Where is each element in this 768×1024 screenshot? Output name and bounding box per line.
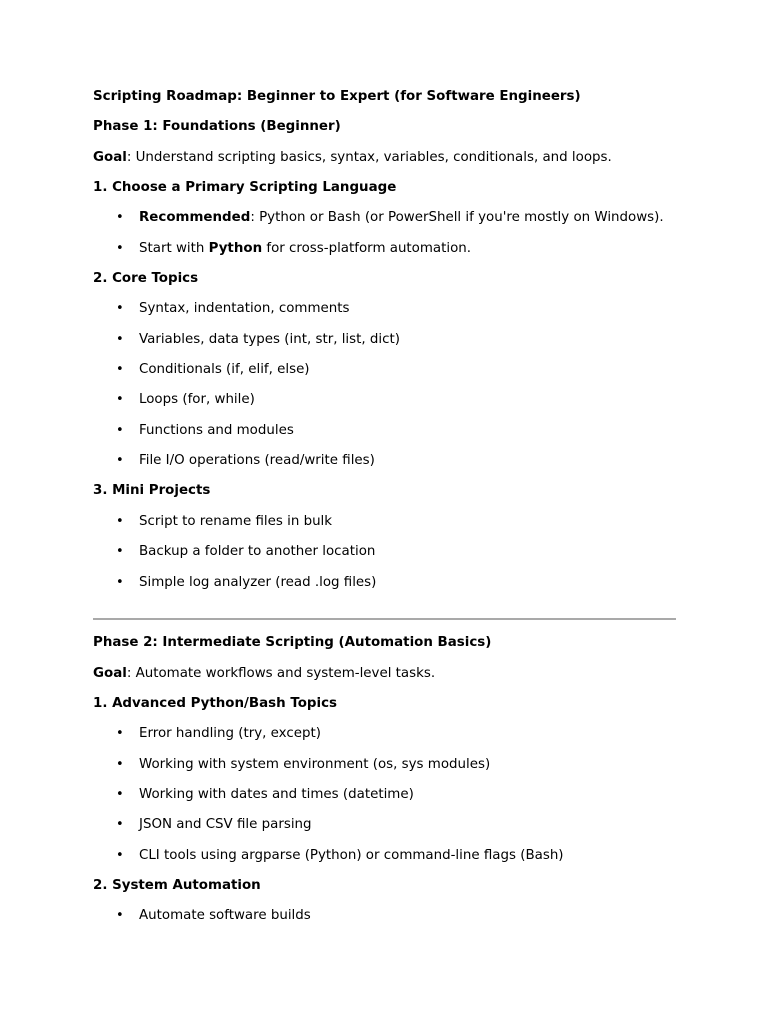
section-divider (93, 604, 676, 634)
list-item (93, 847, 676, 877)
phase1-heading: Phase 1: Foundations (Beginner) (93, 119, 341, 135)
bullet-icon: • (116, 756, 124, 772)
list-item-text: JSON and CSV file parsing (139, 817, 312, 833)
bullet-icon: • (116, 544, 124, 560)
phase1-section3-heading: 3. Mini Projects (93, 483, 211, 499)
list-item (93, 240, 676, 270)
list-item (93, 300, 676, 330)
list-item (93, 574, 676, 604)
list-item-text: Automate software builds (139, 908, 311, 924)
list-item (93, 452, 676, 482)
document-page (93, 88, 676, 938)
list-item (93, 422, 676, 452)
bullet-icon: • (116, 301, 124, 317)
start-with-pre: Start with (139, 240, 209, 256)
list-item (93, 756, 676, 786)
phase1-section1-heading: 1. Choose a Primary Scripting Language (93, 180, 397, 196)
bullet-icon: • (116, 210, 124, 226)
bullet-icon: • (116, 786, 124, 802)
bullet-icon: • (116, 908, 124, 924)
phase2-goal (93, 665, 676, 695)
bullet-icon: • (116, 817, 124, 833)
list-item-text: Error handling (try, except) (139, 726, 321, 742)
horizontal-rule (93, 618, 676, 620)
document-title: Scripting Roadmap: Beginner to Expert (for Software Engineers) (93, 89, 581, 104)
list-item (93, 543, 676, 573)
list-item (93, 786, 676, 816)
list-item-text: Working with system environment (os, sys modules) (139, 756, 491, 772)
list-item-text: Conditionals (if, elif, else) (139, 362, 310, 378)
list-item (93, 513, 676, 543)
list-item-text: Loops (for, while) (139, 392, 255, 408)
bullet-icon: • (116, 726, 124, 742)
phase1-goal-label: Goal (93, 149, 127, 165)
list-item-text: Syntax, indentation, comments (139, 301, 350, 317)
phase2-goal-text: : Automate workflows and system-level tasks. (126, 665, 436, 681)
bullet-icon: • (116, 331, 124, 347)
list-item-text: CLI tools using argparse (Python) or command-line flags (Bash) (139, 847, 564, 863)
bullet-icon: • (116, 240, 124, 256)
python-label: Python (208, 240, 263, 256)
list-item-text: Variables, data types (int, str, list, dict) (139, 331, 400, 347)
start-with-post: for cross-platform automation. (262, 240, 472, 256)
phase2-heading: Phase 2: Intermediate Scripting (Automation Basics) (93, 635, 492, 651)
phase2-goal-label: Goal (93, 665, 127, 681)
list-item (93, 725, 676, 755)
list-item (93, 391, 676, 421)
bullet-icon: • (116, 422, 124, 438)
list-item-text: Backup a folder to another location (139, 544, 376, 560)
list-item-text: Script to rename files in bulk (139, 513, 333, 529)
bullet-icon: • (116, 362, 124, 378)
phase2-section2-heading: 2. System Automation (93, 877, 261, 893)
list-item-text: Functions and modules (139, 422, 294, 438)
bullet-icon: • (116, 847, 124, 863)
list-item-text: Working with dates and times (datetime) (139, 786, 414, 802)
bullet-icon: • (116, 574, 124, 590)
list-item (93, 331, 676, 361)
list-item (93, 907, 676, 937)
phase1-goal-text: : Understand scripting basics, syntax, variables, conditionals, and loops. (126, 149, 612, 165)
bullet-icon: • (116, 392, 124, 408)
bullet-icon: • (116, 513, 124, 529)
recommended-label: Recommended (139, 210, 251, 226)
list-item (93, 209, 676, 239)
phase2-section1-heading: 1. Advanced Python/Bash Topics (93, 695, 337, 711)
recommended-text: : Python or Bash (or PowerShell if you're mostly on Windows). (250, 210, 664, 226)
list-item (93, 816, 676, 846)
phase1-goal (93, 149, 676, 179)
list-item (93, 361, 676, 391)
list-item-text: File I/O operations (read/write files) (139, 453, 375, 469)
phase1-section2-heading: 2. Core Topics (93, 271, 199, 287)
bullet-icon: • (116, 453, 124, 469)
list-item-text: Simple log analyzer (read .log files) (139, 574, 377, 590)
